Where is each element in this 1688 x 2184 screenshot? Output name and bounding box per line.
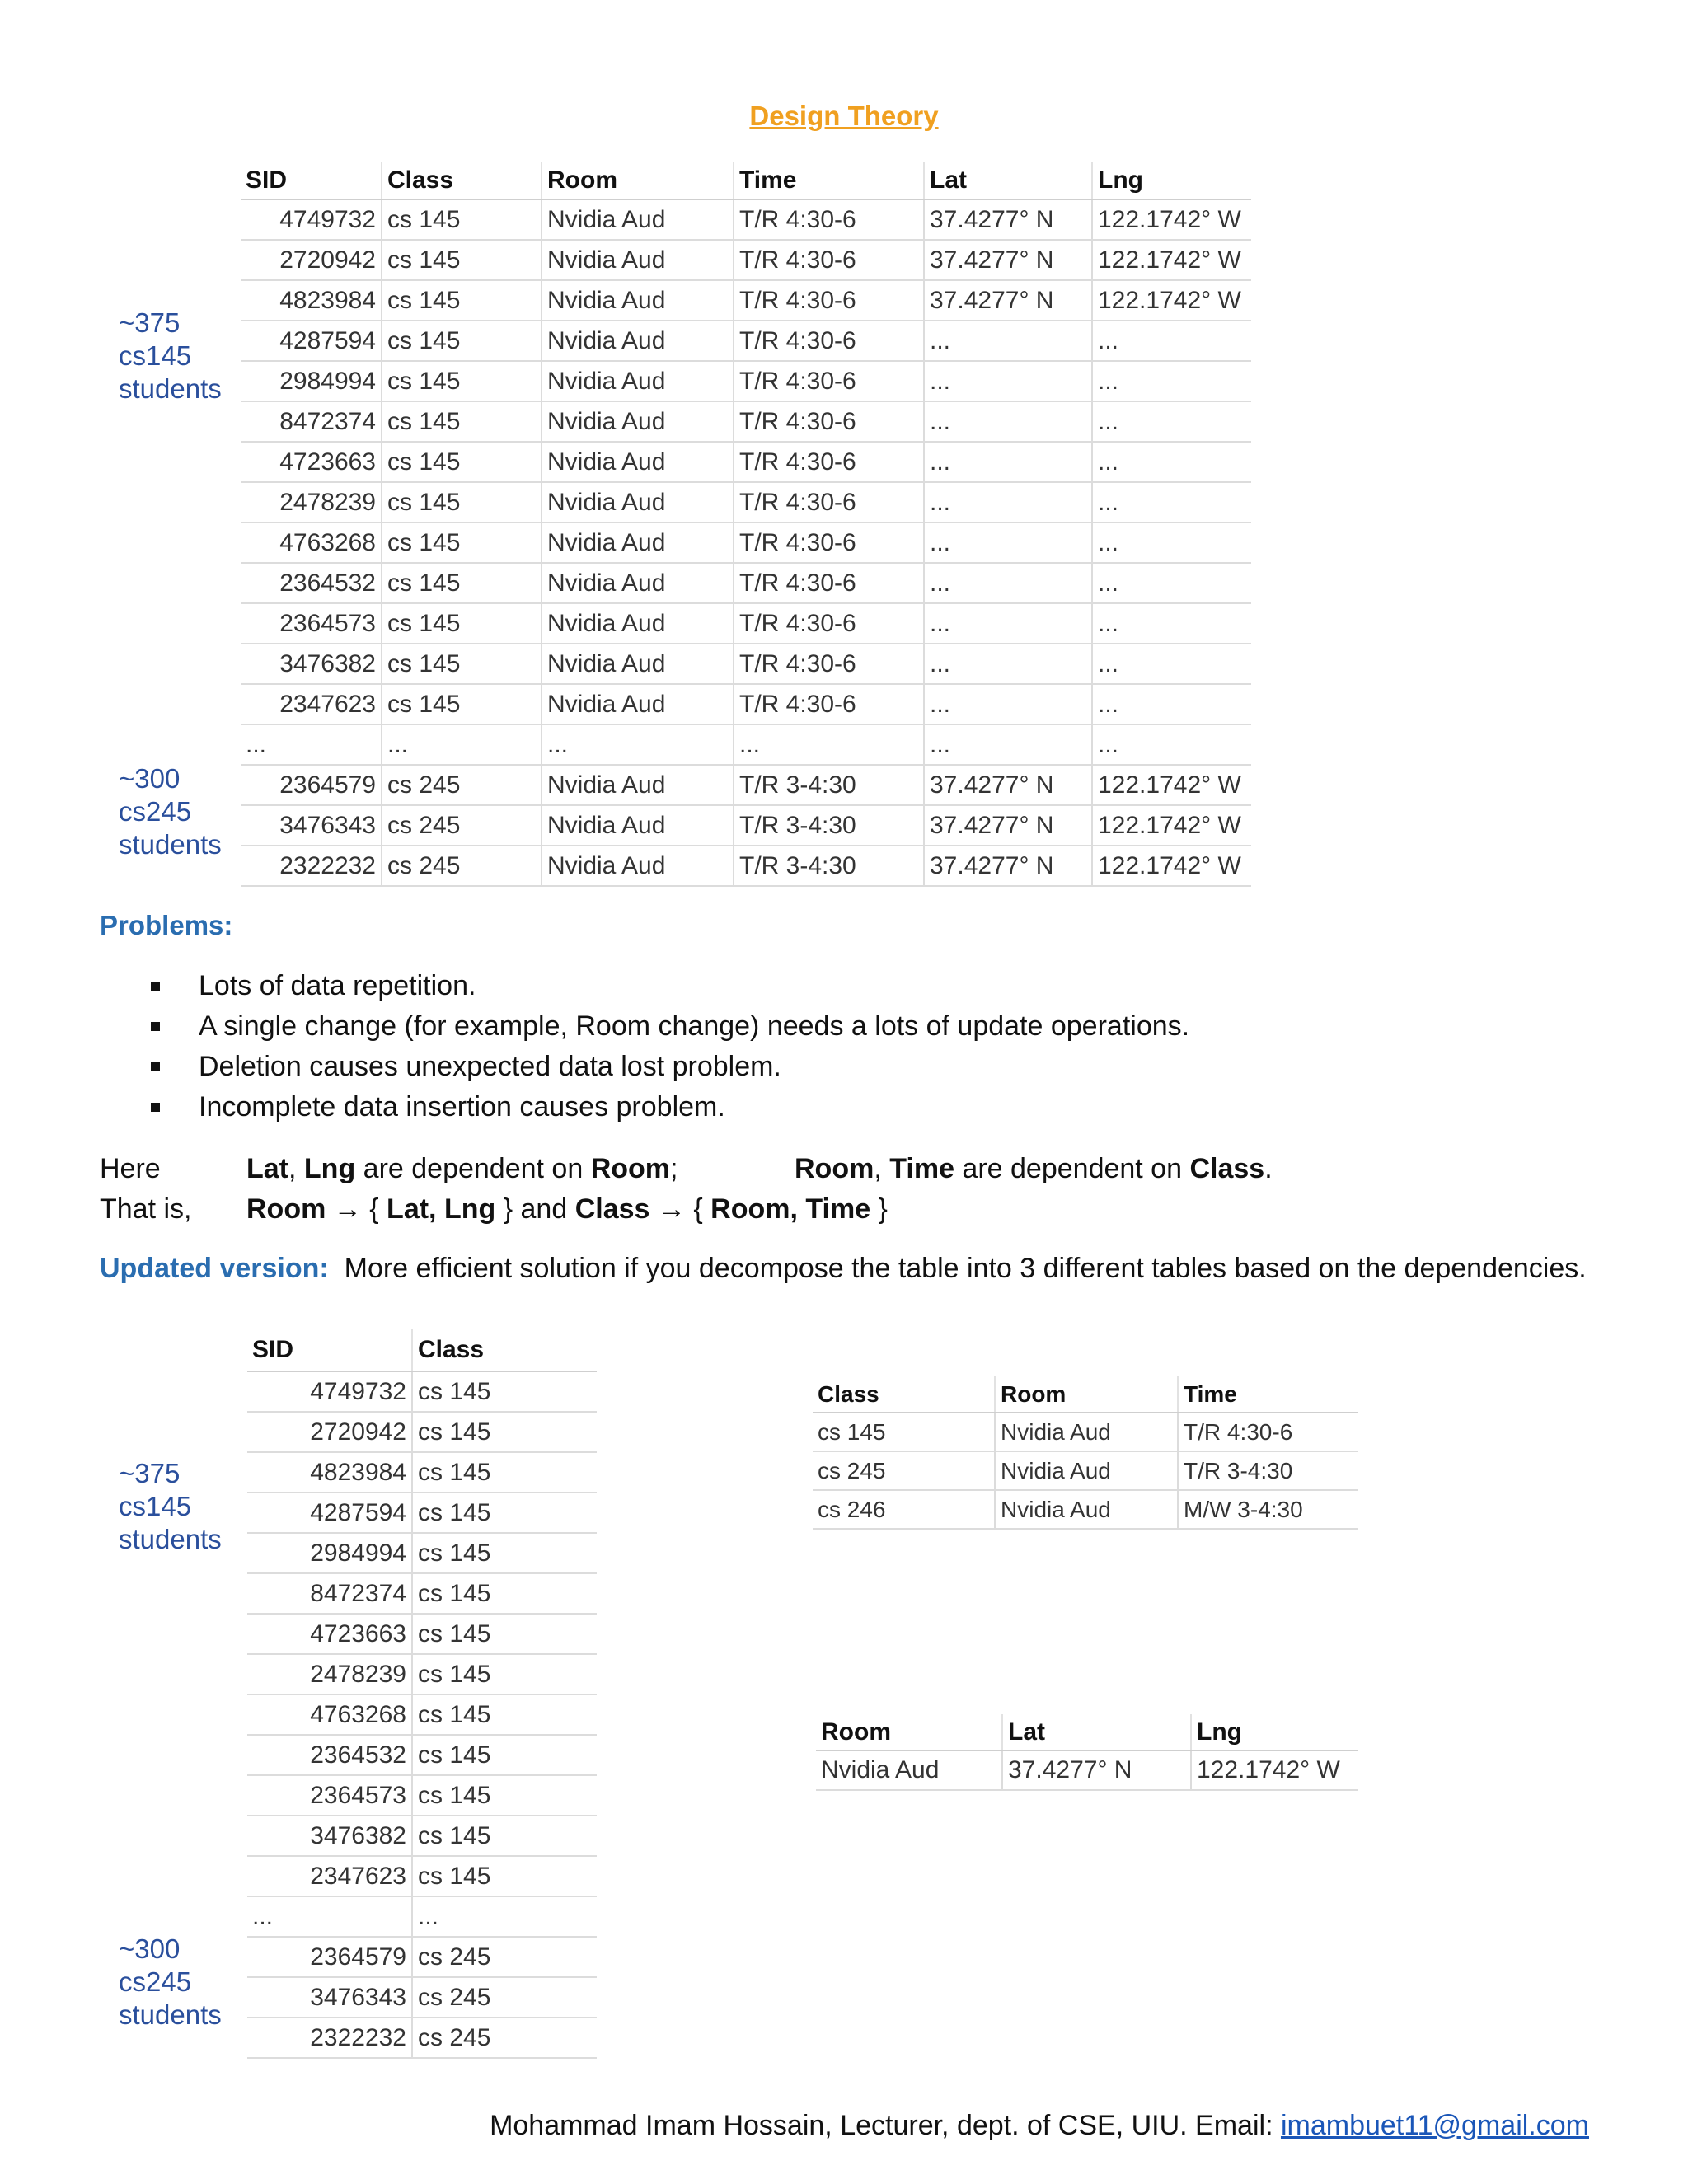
- table-cell: T/R 3-4:30: [734, 805, 924, 846]
- email-link[interactable]: imambuet11@gmail.com: [1280, 2110, 1589, 2141]
- table-cell: cs 145: [382, 482, 542, 523]
- table-row: [813, 1490, 1358, 1529]
- table-cell: Nvidia Aud: [542, 684, 734, 724]
- table-row: [241, 765, 1251, 805]
- table-cell: ...: [1092, 684, 1251, 724]
- table-cell: 37.4277° N: [924, 846, 1092, 886]
- student-class-table: [247, 1329, 597, 2059]
- list-item: Deletion causes unexpected data lost problem.: [144, 1047, 1189, 1087]
- column-header: Lat: [1002, 1714, 1191, 1750]
- table-row: [241, 401, 1251, 442]
- table-header-row: [247, 1329, 597, 1371]
- table-cell: Nvidia Aud: [542, 199, 734, 240]
- column-header: SID: [241, 162, 382, 199]
- table-cell: Nvidia Aud: [816, 1750, 1002, 1790]
- table-row: [247, 1937, 597, 1977]
- column-header: Room: [816, 1714, 1002, 1750]
- table-cell: T/R 4:30-6: [734, 442, 924, 482]
- column-header: Time: [1178, 1376, 1358, 1413]
- table-cell: 37.4277° N: [1002, 1750, 1191, 1790]
- table-row: [241, 523, 1251, 563]
- table-row: [241, 563, 1251, 603]
- table-cell: Nvidia Aud: [542, 523, 734, 563]
- table-cell: 4749732: [247, 1371, 412, 1412]
- table-cell: ...: [542, 724, 734, 765]
- cs145-group-label: [119, 1457, 222, 1556]
- table-cell: ...: [241, 724, 382, 765]
- table-row: [247, 1493, 597, 1533]
- table-cell: ...: [1092, 523, 1251, 563]
- table-cell: ...: [1092, 603, 1251, 644]
- table-row: [247, 1775, 597, 1816]
- table-cell: 3476343: [241, 805, 382, 846]
- table-cell: cs 145: [382, 684, 542, 724]
- roomtime-dependency: Room, Time are dependent on Class.: [795, 1153, 1273, 1184]
- table-row: [247, 1977, 597, 2018]
- table-row: [241, 442, 1251, 482]
- table-cell: cs 145: [382, 361, 542, 401]
- group-count: ~300: [119, 763, 181, 794]
- table-cell: cs 145: [412, 1371, 597, 1412]
- table-cell: Nvidia Aud: [542, 644, 734, 684]
- table-row: [241, 603, 1251, 644]
- table-cell: T/R 4:30-6: [1178, 1413, 1358, 1451]
- table-cell: T/R 4:30-6: [734, 321, 924, 361]
- table-cell: ...: [1092, 442, 1251, 482]
- table-cell: ...: [1092, 482, 1251, 523]
- table-cell: Nvidia Aud: [542, 603, 734, 644]
- column-header: Class: [412, 1329, 597, 1371]
- column-header: SID: [247, 1329, 412, 1371]
- table-cell: cs 145: [412, 1775, 597, 1816]
- table-cell: 2347623: [247, 1856, 412, 1896]
- problems-heading: Problems:: [100, 910, 233, 940]
- table-row: [247, 1412, 597, 1452]
- group-count: ~375: [119, 1458, 181, 1488]
- table-cell: cs 245: [813, 1451, 995, 1490]
- table-cell: cs 145: [382, 603, 542, 644]
- table-cell: 4823984: [241, 280, 382, 321]
- table-cell: 122.1742° W: [1092, 846, 1251, 886]
- table-cell: 2322232: [241, 846, 382, 886]
- table-row: [813, 1413, 1358, 1451]
- table-cell: cs 145: [412, 1614, 597, 1654]
- table-cell: Nvidia Aud: [542, 563, 734, 603]
- table-cell: ...: [412, 1896, 597, 1937]
- table-header-row: [816, 1714, 1358, 1750]
- table-cell: 37.4277° N: [924, 199, 1092, 240]
- table-cell: T/R 4:30-6: [734, 603, 924, 644]
- table-cell: cs 245: [382, 805, 542, 846]
- table-cell: ...: [1092, 724, 1251, 765]
- table-cell: 2364573: [247, 1775, 412, 1816]
- list-item: Incomplete data insertion causes problem.: [144, 1087, 1189, 1127]
- table-cell: 2347623: [241, 684, 382, 724]
- table-cell: cs 145: [382, 199, 542, 240]
- group-unit: students: [119, 1524, 222, 1554]
- group-unit: students: [119, 1999, 222, 2030]
- table-cell: ...: [924, 321, 1092, 361]
- table-cell: T/R 3-4:30: [734, 765, 924, 805]
- table-cell: T/R 4:30-6: [734, 684, 924, 724]
- table-row: [241, 321, 1251, 361]
- table-cell: 4723663: [247, 1614, 412, 1654]
- table-cell: 2364579: [241, 765, 382, 805]
- table-cell: ...: [924, 644, 1092, 684]
- table-cell: 122.1742° W: [1092, 765, 1251, 805]
- table-cell: ...: [1092, 644, 1251, 684]
- table-cell: ...: [1092, 321, 1251, 361]
- table-cell: T/R 4:30-6: [734, 240, 924, 280]
- table-cell: Nvidia Aud: [542, 442, 734, 482]
- page-title: Design Theory: [749, 101, 939, 131]
- table-cell: ...: [1092, 563, 1251, 603]
- table-row: [241, 724, 1251, 765]
- table-cell: ...: [924, 442, 1092, 482]
- table-cell: cs 145: [412, 1694, 597, 1735]
- table-cell: ...: [924, 523, 1092, 563]
- group-course: cs245: [119, 796, 192, 827]
- table-row: [247, 1614, 597, 1654]
- footer: [490, 2110, 1589, 2142]
- table-cell: cs 145: [382, 401, 542, 442]
- table-row: [247, 1533, 597, 1573]
- table-cell: cs 145: [382, 563, 542, 603]
- table-cell: ...: [924, 361, 1092, 401]
- denormalized-table: [241, 162, 1251, 887]
- table-row: [813, 1451, 1358, 1490]
- table-cell: 2720942: [241, 240, 382, 280]
- table-cell: cs 145: [412, 1493, 597, 1533]
- table-cell: cs 145: [412, 1856, 597, 1896]
- table-cell: T/R 4:30-6: [734, 361, 924, 401]
- table-cell: Nvidia Aud: [542, 361, 734, 401]
- column-header: Room: [542, 162, 734, 199]
- table-row: [816, 1750, 1358, 1790]
- table-cell: cs 145: [382, 240, 542, 280]
- table-cell: cs 245: [412, 1977, 597, 2018]
- table-row: [241, 199, 1251, 240]
- cs245-group-label: [119, 1933, 222, 2032]
- table-cell: T/R 4:30-6: [734, 199, 924, 240]
- footer-text: Mohammad Imam Hossain, Lecturer, dept. of CSE, UIU. Email:: [490, 2110, 1281, 2141]
- group-unit: students: [119, 829, 222, 860]
- table-cell: 2364532: [241, 563, 382, 603]
- table-cell: cs 245: [382, 765, 542, 805]
- table-cell: ...: [247, 1896, 412, 1937]
- table-cell: ...: [734, 724, 924, 765]
- table-cell: T/R 4:30-6: [734, 482, 924, 523]
- table-cell: cs 145: [382, 644, 542, 684]
- table-cell: cs 145: [412, 1412, 597, 1452]
- table-cell: cs 145: [412, 1654, 597, 1694]
- table-cell: 122.1742° W: [1092, 240, 1251, 280]
- class-room-time-table: [813, 1376, 1358, 1530]
- table-cell: 2984994: [241, 361, 382, 401]
- list-item: A single change (for example, Room change) needs a lots of update operations.: [144, 1006, 1189, 1047]
- column-header: Lng: [1191, 1714, 1358, 1750]
- functional-dependencies: Room → { Lat, Lng } and Class → { Room, Time }: [246, 1193, 888, 1225]
- table-cell: T/R 3-4:30: [734, 846, 924, 886]
- table-cell: T/R 4:30-6: [734, 644, 924, 684]
- table-cell: cs 246: [813, 1490, 995, 1529]
- column-header: Class: [382, 162, 542, 199]
- table-cell: 2364532: [247, 1735, 412, 1775]
- list-item: Lots of data repetition.: [144, 966, 1189, 1006]
- table-cell: Nvidia Aud: [542, 240, 734, 280]
- updated-label: Updated version:: [100, 1253, 329, 1284]
- table-cell: cs 145: [412, 1735, 597, 1775]
- table-cell: 2364573: [241, 603, 382, 644]
- table-header-row: [241, 162, 1251, 199]
- column-header: Lng: [1092, 162, 1251, 199]
- table-row: [247, 1694, 597, 1735]
- group-course: cs145: [119, 1491, 192, 1521]
- table-cell: cs 145: [382, 321, 542, 361]
- updated-text: More efficient solution if you decompose the table into 3 different tables based on the dependencies.: [344, 1253, 1587, 1284]
- group-course: cs145: [119, 340, 192, 371]
- table-cell: cs 145: [382, 280, 542, 321]
- table-cell: M/W 3-4:30: [1178, 1490, 1358, 1529]
- table-cell: cs 145: [412, 1533, 597, 1573]
- room-location-table: [816, 1714, 1358, 1791]
- table-cell: 122.1742° W: [1092, 280, 1251, 321]
- table-cell: 4823984: [247, 1452, 412, 1493]
- table-cell: 8472374: [241, 401, 382, 442]
- table-cell: cs 145: [813, 1413, 995, 1451]
- cs245-group-label: [119, 762, 222, 861]
- table-row: [241, 482, 1251, 523]
- table-row: [241, 240, 1251, 280]
- group-count: ~300: [119, 1933, 181, 1964]
- table-cell: 4763268: [241, 523, 382, 563]
- table-row: [241, 846, 1251, 886]
- table-cell: ...: [924, 401, 1092, 442]
- table-cell: cs 145: [412, 1573, 597, 1614]
- group-course: cs245: [119, 1966, 192, 1997]
- here-label: Here: [100, 1153, 161, 1184]
- table-cell: cs 145: [382, 442, 542, 482]
- table-cell: 37.4277° N: [924, 765, 1092, 805]
- table-cell: ...: [924, 724, 1092, 765]
- table-cell: 2720942: [247, 1412, 412, 1452]
- table-row: [241, 805, 1251, 846]
- table-cell: ...: [382, 724, 542, 765]
- table-cell: Nvidia Aud: [542, 846, 734, 886]
- table-cell: 2478239: [247, 1654, 412, 1694]
- table-cell: 4723663: [241, 442, 382, 482]
- table-cell: 4749732: [241, 199, 382, 240]
- table-cell: 4763268: [247, 1694, 412, 1735]
- column-header: Time: [734, 162, 924, 199]
- table-cell: 8472374: [247, 1573, 412, 1614]
- cs145-group-label: [119, 307, 222, 405]
- table-cell: 122.1742° W: [1092, 805, 1251, 846]
- table-cell: ...: [1092, 361, 1251, 401]
- table-row: [247, 1735, 597, 1775]
- table-cell: cs 145: [382, 523, 542, 563]
- table-row: [241, 644, 1251, 684]
- table-cell: Nvidia Aud: [542, 765, 734, 805]
- table-row: [247, 1371, 597, 1412]
- table-cell: 37.4277° N: [924, 805, 1092, 846]
- table-cell: Nvidia Aud: [542, 805, 734, 846]
- table-row: [247, 1856, 597, 1896]
- table-cell: 2322232: [247, 2018, 412, 2058]
- table-row: [247, 1816, 597, 1856]
- table-cell: Nvidia Aud: [995, 1490, 1178, 1529]
- column-header: Class: [813, 1376, 995, 1413]
- table-cell: T/R 4:30-6: [734, 280, 924, 321]
- table-cell: 122.1742° W: [1092, 199, 1251, 240]
- column-header: Lat: [924, 162, 1092, 199]
- table-row: [241, 684, 1251, 724]
- problems-list: [144, 966, 1189, 1127]
- table-row: [241, 361, 1251, 401]
- table-cell: T/R 4:30-6: [734, 401, 924, 442]
- table-cell: cs 245: [412, 2018, 597, 2058]
- table-row: [247, 1896, 597, 1937]
- table-cell: 2984994: [247, 1533, 412, 1573]
- table-cell: Nvidia Aud: [542, 280, 734, 321]
- table-header-row: [813, 1376, 1358, 1413]
- table-cell: Nvidia Aud: [542, 321, 734, 361]
- table-row: [247, 2018, 597, 2058]
- column-header: Room: [995, 1376, 1178, 1413]
- table-cell: 37.4277° N: [924, 280, 1092, 321]
- table-cell: Nvidia Aud: [995, 1451, 1178, 1490]
- table-cell: ...: [924, 684, 1092, 724]
- table-row: [247, 1452, 597, 1493]
- table-cell: ...: [924, 603, 1092, 644]
- table-cell: 3476382: [247, 1816, 412, 1856]
- table-cell: Nvidia Aud: [542, 401, 734, 442]
- table-cell: 3476382: [241, 644, 382, 684]
- table-cell: cs 145: [412, 1816, 597, 1856]
- table-row: [247, 1654, 597, 1694]
- table-cell: 4287594: [241, 321, 382, 361]
- group-unit: students: [119, 373, 222, 404]
- table-cell: ...: [924, 482, 1092, 523]
- group-count: ~375: [119, 307, 181, 338]
- table-cell: Nvidia Aud: [542, 482, 734, 523]
- table-cell: 3476343: [247, 1977, 412, 2018]
- thatis-label: That is,: [100, 1193, 192, 1225]
- table-cell: T/R 3-4:30: [1178, 1451, 1358, 1490]
- updated-version: [100, 1253, 1587, 1285]
- table-cell: ...: [1092, 401, 1251, 442]
- table-cell: 122.1742° W: [1191, 1750, 1358, 1790]
- table-cell: Nvidia Aud: [995, 1413, 1178, 1451]
- table-cell: 37.4277° N: [924, 240, 1092, 280]
- table-cell: 2478239: [241, 482, 382, 523]
- latlng-dependency: Lat, Lng are dependent on Room;: [246, 1153, 678, 1184]
- table-cell: T/R 4:30-6: [734, 563, 924, 603]
- table-cell: cs 145: [412, 1452, 597, 1493]
- table-cell: cs 245: [412, 1937, 597, 1977]
- table-cell: 4287594: [247, 1493, 412, 1533]
- table-cell: ...: [924, 563, 1092, 603]
- table-cell: T/R 4:30-6: [734, 523, 924, 563]
- table-row: [241, 280, 1251, 321]
- table-cell: cs 245: [382, 846, 542, 886]
- table-row: [247, 1573, 597, 1614]
- table-cell: 2364579: [247, 1937, 412, 1977]
